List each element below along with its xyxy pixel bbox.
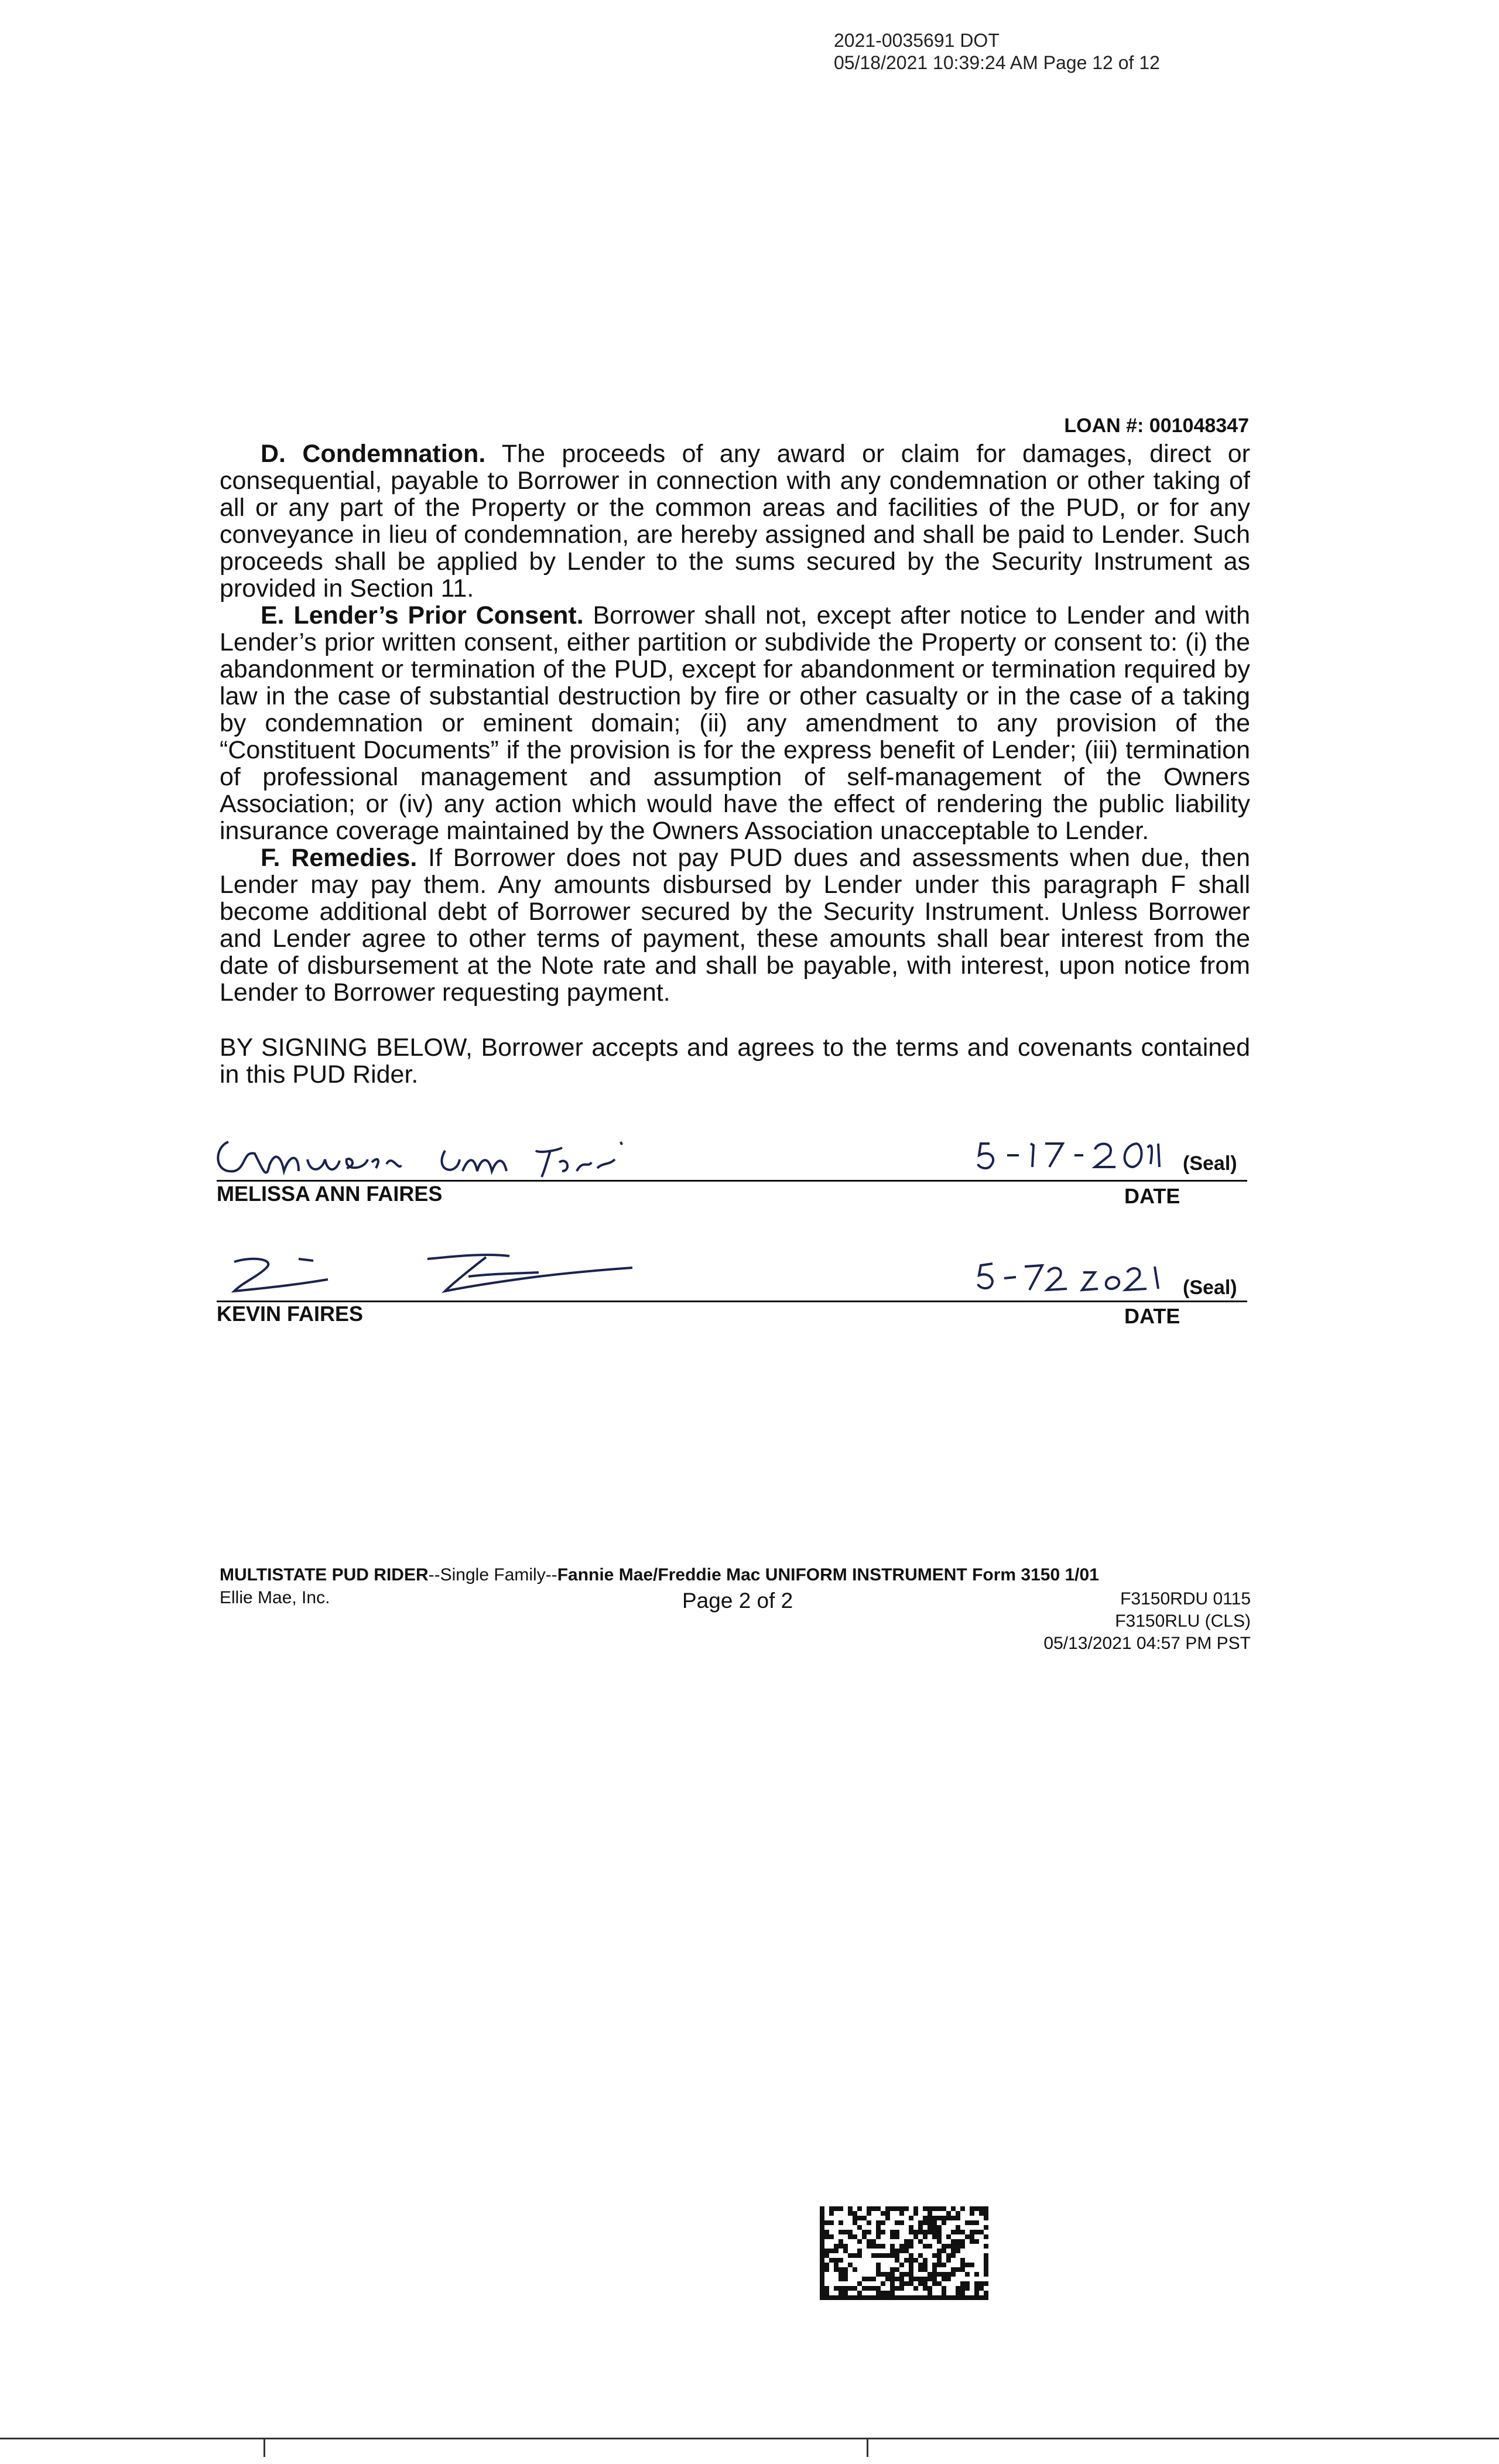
2d-barcode-icon xyxy=(820,2206,990,2300)
signature-block-2 xyxy=(211,1244,1253,1344)
page-number: Page 2 of 2 xyxy=(682,1589,793,1613)
form-codes xyxy=(1043,1588,1251,1655)
acceptance-statement: BY SIGNING BELOW, Borrower accepts and agrees to the terms and covenants contained in this PUD Rider. xyxy=(220,1033,1250,1089)
section-f-heading: F. Remedies. xyxy=(261,844,417,872)
form-code-2: F3150RLU (CLS) xyxy=(1115,1611,1251,1631)
bottom-tick-right xyxy=(867,2439,868,2457)
section-d-heading: D. Condemnation. xyxy=(261,440,486,468)
bottom-rule xyxy=(0,2438,1499,2439)
handwritten-signature-1 xyxy=(211,1124,679,1189)
handwritten-date-1 xyxy=(972,1129,1165,1176)
date-label-1: DATE xyxy=(1124,1184,1180,1208)
seal-label-2: (Seal) xyxy=(1183,1277,1237,1299)
section-e-text: Borrower shall not, except after notice to Lender and with Lender’s prior written consent, either partition or subdivide the Property or consent to: (i) the abandonment or termination of the PUD, except for abandonment or termination required by law in the case of substantial destruction by fire or other casualty or in the case of a taking by condemnation or eminent domain; (ii) any amendment to any provision of the “Constituent Documents” if the provision is for the express benefit of Lender; (iii) termination of professional management and assumption of self-management of the Owners Association; or (iv) any action which would have the effect of rendering the public liability insurance coverage maintained by the Owners Association unacceptable to Lender. xyxy=(220,601,1250,845)
recording-number: 2021-0035691 DOT xyxy=(834,30,1000,51)
section-d-text: The proceeds of any award or claim for damages, direct or consequential, payable to Borrower in connection with any condemnation or other taking of all or any part of the Property or the common areas and facilities of the PUD, or for any conveyance in lieu of condemnation, are hereby assigned and shall be paid to Lender. Such proceeds shall be applied by Lender to the sums secured by the Security Instrument as provided in Section 11. xyxy=(220,440,1250,603)
company-name: Ellie Mae, Inc. xyxy=(220,1588,330,1607)
form-title xyxy=(220,1565,1099,1585)
handwritten-signature-2 xyxy=(211,1244,656,1309)
signer-name-2: KEVIN FAIRES xyxy=(217,1302,364,1326)
date-label-2: DATE xyxy=(1124,1304,1180,1328)
seal-label-1: (Seal) xyxy=(1183,1152,1237,1175)
section-f xyxy=(220,844,1250,1006)
section-f-text: If Borrower does not pay PUD dues and assessments when due, then Lender may pay them. Any amounts disbursed by Lender under this paragraph F shall become additional debt of Borrower secured by the Security Instrument. Unless Borrower and Lender agree to other terms of payment, these amounts shall bear interest from the date of disbursement at the Note rate and shall be payable, with interest, upon notice from Lender to Borrower requesting payment. xyxy=(220,844,1250,1007)
form-title-part3: Fannie Mae/Freddie Mac UNIFORM INSTRUMENT Form 3150 1/01 xyxy=(557,1565,1099,1585)
loan-number: LOAN #: 001048347 xyxy=(1064,415,1249,437)
section-d xyxy=(220,440,1250,602)
handwritten-date-2 xyxy=(972,1255,1171,1302)
signature-line-2 xyxy=(217,1301,1247,1302)
section-e-heading: E. Lender’s Prior Consent. xyxy=(261,601,584,629)
signature-block-1 xyxy=(211,1124,1253,1224)
form-timestamp: 05/13/2021 04:57 PM PST xyxy=(1043,1634,1251,1653)
section-e xyxy=(220,602,1250,844)
form-code-1: F3150RDU 0115 xyxy=(1120,1589,1251,1609)
rider-body xyxy=(220,440,1250,1088)
recording-stamp xyxy=(834,29,1160,74)
recording-datetime: 05/18/2021 10:39:24 AM Page 12 of 12 xyxy=(834,52,1160,73)
signer-name-1: MELISSA ANN FAIRES xyxy=(217,1182,443,1206)
form-title-part2: --Single Family-- xyxy=(428,1565,557,1585)
bottom-tick-left xyxy=(263,2439,265,2457)
form-title-part1: MULTISTATE PUD RIDER xyxy=(220,1565,429,1585)
